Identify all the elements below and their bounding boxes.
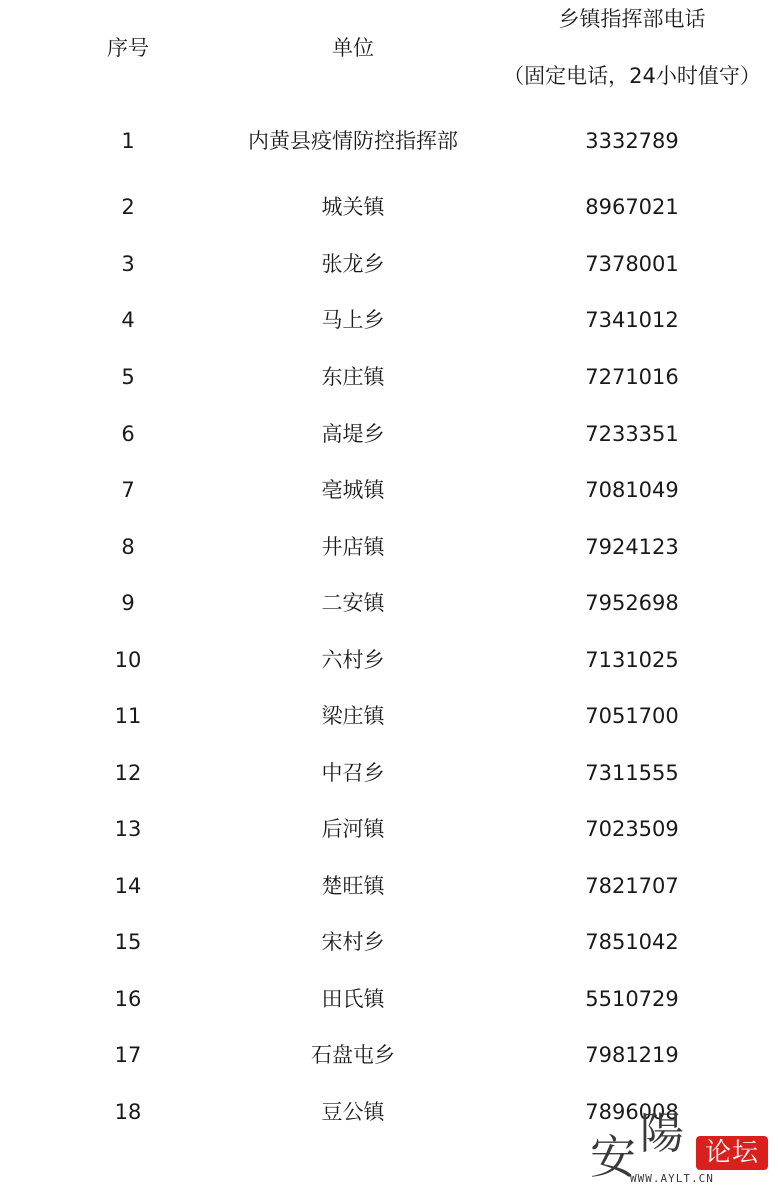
row-phone-number: 7924123: [585, 535, 679, 559]
row-phone-number: 7023509: [585, 817, 679, 841]
site-watermark-logo: [590, 1110, 775, 1190]
row-unit-name: 田氏镇: [321, 987, 385, 1011]
row-phone-number: 7311555: [585, 761, 679, 785]
table-row: [0, 364, 778, 394]
header-serial-number: 序号: [107, 36, 149, 60]
row-unit-name: 马上乡: [321, 308, 385, 332]
row-unit-name: 后河镇: [321, 817, 385, 841]
row-phone-number: 7081049: [585, 478, 679, 502]
row-phone-number: 7233351: [585, 422, 679, 446]
header-phone: 乡镇指挥部电话: [558, 7, 706, 31]
row-serial-number: 9: [121, 591, 135, 615]
table-row: [0, 590, 778, 620]
row-unit-name: 梁庄镇: [321, 704, 385, 728]
table-row: [0, 873, 778, 903]
row-serial-number: 4: [121, 308, 135, 332]
table-row: [0, 128, 778, 158]
header-unit: 单位: [332, 36, 374, 60]
row-phone-number: 7051700: [585, 704, 679, 728]
table-row: [0, 647, 778, 677]
table-row: [0, 760, 778, 790]
row-unit-name: 城关镇: [321, 195, 385, 219]
row-unit-name: 中召乡: [321, 761, 385, 785]
row-serial-number: 6: [121, 422, 135, 446]
table-row: [0, 929, 778, 959]
row-unit-name: 豆公镇: [321, 1100, 385, 1124]
row-unit-name: 六村乡: [321, 648, 385, 672]
row-unit-name: 高堤乡: [321, 422, 385, 446]
table-row: [0, 986, 778, 1016]
row-serial-number: 5: [121, 365, 135, 389]
row-serial-number: 18: [114, 1100, 142, 1124]
table-row: [0, 251, 778, 281]
row-unit-name: 石盘屯乡: [311, 1043, 395, 1067]
table-row: [0, 816, 778, 846]
table-row: [0, 1042, 778, 1072]
row-phone-number: 8967021: [585, 195, 679, 219]
row-serial-number: 12: [114, 761, 142, 785]
row-phone-number: 3332789: [585, 129, 679, 153]
row-unit-name: 张龙乡: [321, 252, 385, 276]
row-unit-name: 内黄县疫情防控指挥部: [248, 129, 458, 153]
row-serial-number: 8: [121, 535, 135, 559]
row-phone-number: 7952698: [585, 591, 679, 615]
row-serial-number: 3: [121, 252, 135, 276]
row-serial-number: 11: [114, 704, 142, 728]
row-phone-number: 7131025: [585, 648, 679, 672]
row-unit-name: 井店镇: [321, 535, 385, 559]
row-phone-number: 7378001: [585, 252, 679, 276]
row-serial-number: 7: [121, 478, 135, 502]
watermark-char-yang: 陽: [640, 1108, 684, 1159]
table-row: [0, 534, 778, 564]
table-row: [0, 477, 778, 507]
table-row: [0, 421, 778, 451]
row-unit-name: 楚旺镇: [321, 874, 385, 898]
row-serial-number: 2: [121, 195, 135, 219]
row-phone-number: 7271016: [585, 365, 679, 389]
row-serial-number: 15: [114, 930, 142, 954]
table-row: [0, 307, 778, 337]
row-serial-number: 13: [114, 817, 142, 841]
watermark-badge: 论坛: [696, 1136, 768, 1170]
row-serial-number: 14: [114, 874, 142, 898]
header-phone-note: （固定电话，24小时值守）: [503, 64, 761, 88]
row-serial-number: 1: [121, 129, 135, 153]
row-phone-number: 5510729: [585, 987, 679, 1011]
table-row: [0, 703, 778, 733]
watermark-url: WWW.AYLT.CN: [630, 1172, 714, 1185]
row-phone-number: 7851042: [585, 930, 679, 954]
row-serial-number: 16: [114, 987, 142, 1011]
row-phone-number: 7341012: [585, 308, 679, 332]
row-serial-number: 17: [114, 1043, 142, 1067]
row-serial-number: 10: [114, 648, 142, 672]
row-unit-name: 亳城镇: [321, 478, 385, 502]
row-phone-number: 7821707: [585, 874, 679, 898]
row-unit-name: 东庄镇: [321, 365, 385, 389]
row-unit-name: 宋村乡: [321, 930, 385, 954]
table-row: [0, 194, 778, 224]
row-phone-number: 7896008: [585, 1100, 679, 1124]
row-phone-number: 7981219: [585, 1043, 679, 1067]
watermark-char-an: 安: [590, 1130, 636, 1184]
row-unit-name: 二安镇: [321, 591, 385, 615]
